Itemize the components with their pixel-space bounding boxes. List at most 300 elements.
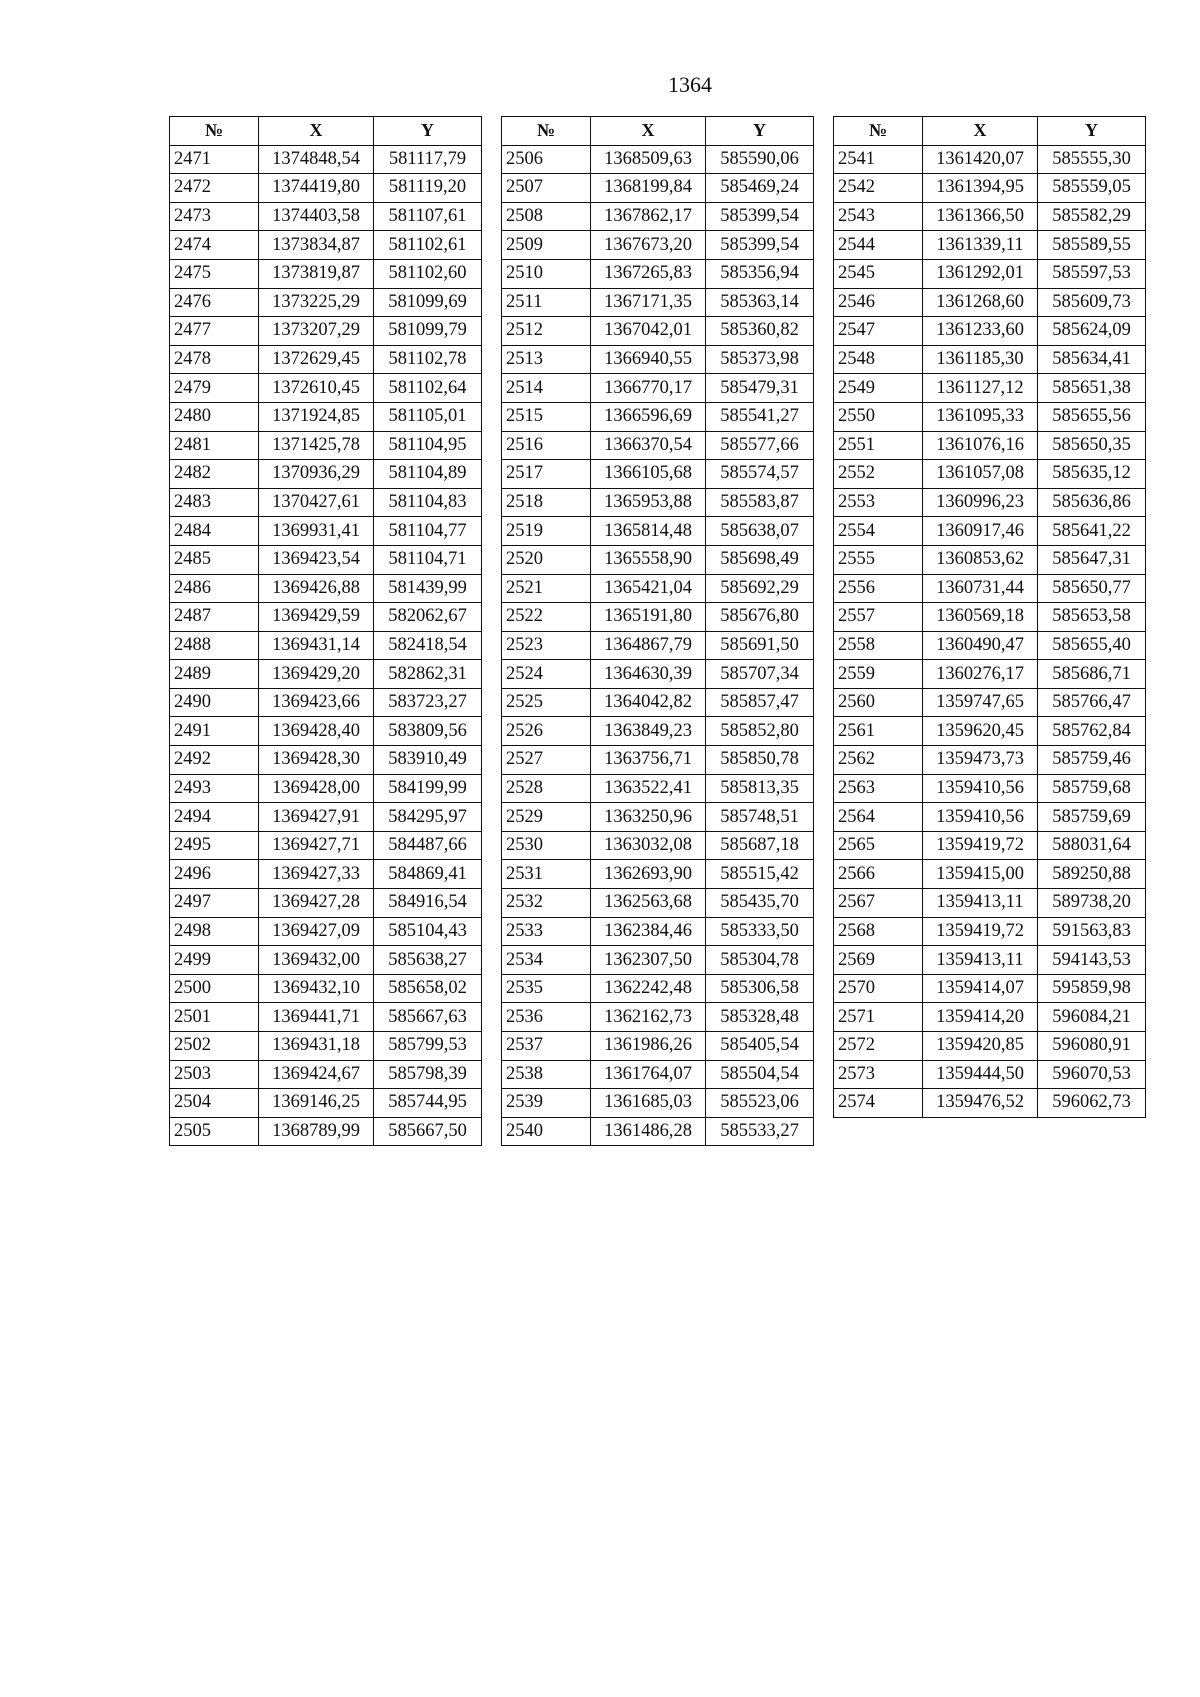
y-coordinate-cell: 585658,02 [374,974,482,1003]
y-coordinate-cell: 585655,56 [1038,402,1146,431]
x-coordinate-cell: 1366940,55 [591,345,706,374]
x-coordinate-cell: 1362242,48 [591,974,706,1003]
x-coordinate-cell: 1362563,68 [591,889,706,918]
point-number-cell: 2554 [834,517,923,546]
table-row [170,774,482,803]
x-coordinate-cell: 1361685,03 [591,1089,706,1118]
y-coordinate-cell: 585852,80 [706,717,814,746]
x-coordinate-cell: 1360276,17 [923,660,1038,689]
y-coordinate-cell: 581439,99 [374,574,482,603]
x-coordinate-cell: 1369426,88 [259,574,374,603]
table-row [834,488,1146,517]
point-number-cell: 2549 [834,374,923,403]
y-coordinate-cell: 585636,86 [1038,488,1146,517]
table-row [502,1117,814,1146]
point-number-cell: 2530 [502,831,591,860]
x-coordinate-cell: 1366370,54 [591,431,706,460]
y-coordinate-cell: 585559,05 [1038,174,1146,203]
y-coordinate-cell: 585333,50 [706,917,814,946]
y-coordinate-cell: 585691,50 [706,631,814,660]
y-coordinate-cell: 589250,88 [1038,860,1146,889]
point-number-cell: 2555 [834,545,923,574]
y-coordinate-cell: 585328,48 [706,1003,814,1032]
x-coordinate-cell: 1360996,23 [923,488,1038,517]
y-coordinate-cell: 585676,80 [706,603,814,632]
x-coordinate-cell: 1361095,33 [923,402,1038,431]
table-row [502,259,814,288]
x-coordinate-cell: 1369427,28 [259,889,374,918]
table-row [170,488,482,517]
table-row [834,889,1146,918]
y-coordinate-cell: 581105,01 [374,402,482,431]
y-coordinate-cell: 585638,27 [374,946,482,975]
table-row [502,860,814,889]
x-coordinate-cell: 1369427,71 [259,831,374,860]
y-coordinate-cell: 581117,79 [374,145,482,174]
y-coordinate-cell: 585399,54 [706,202,814,231]
table-row [834,202,1146,231]
x-coordinate-cell: 1365814,48 [591,517,706,546]
x-coordinate-cell: 1361127,12 [923,374,1038,403]
x-coordinate-cell: 1369441,71 [259,1003,374,1032]
x-coordinate-cell: 1369432,10 [259,974,374,1003]
y-coordinate-cell: 588031,64 [1038,831,1146,860]
point-number-cell: 2566 [834,860,923,889]
x-coordinate-cell: 1363032,08 [591,831,706,860]
table-row [170,1117,482,1146]
point-number-cell: 2523 [502,631,591,660]
y-coordinate-cell: 585306,58 [706,974,814,1003]
point-number-cell: 2522 [502,603,591,632]
table-row [502,574,814,603]
point-number-cell: 2541 [834,145,923,174]
table-row [502,231,814,260]
point-number-cell: 2506 [502,145,591,174]
point-number-cell: 2556 [834,574,923,603]
y-coordinate-cell: 585304,78 [706,946,814,975]
x-coordinate-cell: 1369931,41 [259,517,374,546]
x-coordinate-cell: 1364630,39 [591,660,706,689]
point-number-cell: 2557 [834,603,923,632]
table-row [502,774,814,803]
x-coordinate-cell: 1366105,68 [591,460,706,489]
table-row [170,860,482,889]
table-row [170,603,482,632]
y-coordinate-cell: 585650,35 [1038,431,1146,460]
point-number-cell: 2477 [170,317,259,346]
y-coordinate-cell: 585799,53 [374,1032,482,1061]
point-number-cell: 2527 [502,746,591,775]
table-row [834,174,1146,203]
y-coordinate-cell: 585667,63 [374,1003,482,1032]
y-coordinate-cell: 585748,51 [706,803,814,832]
y-coordinate-cell: 585634,41 [1038,345,1146,374]
y-coordinate-cell: 585635,12 [1038,460,1146,489]
table-header-row [502,117,814,146]
x-coordinate-cell: 1369427,91 [259,803,374,832]
coordinates-table-1 [169,116,482,1146]
table-row [170,374,482,403]
table-row [502,631,814,660]
table-row [834,374,1146,403]
table-row [834,631,1146,660]
y-coordinate-cell: 585555,30 [1038,145,1146,174]
point-number-cell: 2508 [502,202,591,231]
x-coordinate-cell: 1361420,07 [923,145,1038,174]
x-coordinate-cell: 1359414,20 [923,1003,1038,1032]
point-number-cell: 2569 [834,946,923,975]
y-coordinate-cell: 585373,98 [706,345,814,374]
point-number-cell: 2499 [170,946,259,975]
x-coordinate-cell: 1363756,71 [591,746,706,775]
y-coordinate-cell: 585541,27 [706,402,814,431]
table-row [502,317,814,346]
table-row [502,202,814,231]
x-coordinate-cell: 1365558,90 [591,545,706,574]
y-coordinate-cell: 585687,18 [706,831,814,860]
table-row [170,1089,482,1118]
table-row [502,746,814,775]
table-row [834,1060,1146,1089]
y-coordinate-cell: 585360,82 [706,317,814,346]
x-coordinate-cell: 1360569,18 [923,603,1038,632]
column-header-no: № [170,117,259,146]
point-number-cell: 2475 [170,259,259,288]
y-coordinate-cell: 585647,31 [1038,545,1146,574]
y-coordinate-cell: 589738,20 [1038,889,1146,918]
point-number-cell: 2546 [834,288,923,317]
point-number-cell: 2484 [170,517,259,546]
table-row [170,431,482,460]
point-number-cell: 2492 [170,746,259,775]
point-number-cell: 2565 [834,831,923,860]
x-coordinate-cell: 1360490,47 [923,631,1038,660]
y-coordinate-cell: 585798,39 [374,1060,482,1089]
table-row [502,603,814,632]
y-coordinate-cell: 585515,42 [706,860,814,889]
x-coordinate-cell: 1368789,99 [259,1117,374,1146]
table-row [170,917,482,946]
x-coordinate-cell: 1360917,46 [923,517,1038,546]
x-coordinate-cell: 1363522,41 [591,774,706,803]
table-row [170,946,482,975]
y-coordinate-cell: 585698,49 [706,545,814,574]
table-row [170,402,482,431]
x-coordinate-cell: 1364867,79 [591,631,706,660]
x-coordinate-cell: 1363849,23 [591,717,706,746]
y-coordinate-cell: 596070,53 [1038,1060,1146,1089]
table-row [170,174,482,203]
x-coordinate-cell: 1359413,11 [923,946,1038,975]
point-number-cell: 2534 [502,946,591,975]
x-coordinate-cell: 1368509,63 [591,145,706,174]
point-number-cell: 2515 [502,402,591,431]
y-coordinate-cell: 583809,56 [374,717,482,746]
table-row [834,517,1146,546]
x-coordinate-cell: 1367171,35 [591,288,706,317]
x-coordinate-cell: 1361185,30 [923,345,1038,374]
y-coordinate-cell: 585759,46 [1038,746,1146,775]
y-coordinate-cell: 585759,68 [1038,774,1146,803]
x-coordinate-cell: 1362162,73 [591,1003,706,1032]
table-row [502,831,814,860]
point-number-cell: 2505 [170,1117,259,1146]
table-row [834,746,1146,775]
point-number-cell: 2568 [834,917,923,946]
table-row [834,574,1146,603]
x-coordinate-cell: 1370936,29 [259,460,374,489]
table-row [170,1003,482,1032]
table-row [170,345,482,374]
x-coordinate-cell: 1374419,80 [259,174,374,203]
point-number-cell: 2524 [502,660,591,689]
point-number-cell: 2572 [834,1032,923,1061]
column-header-y: Y [1038,117,1146,146]
y-coordinate-cell: 585692,29 [706,574,814,603]
x-coordinate-cell: 1369428,00 [259,774,374,803]
table-row [502,288,814,317]
point-number-cell: 2491 [170,717,259,746]
point-number-cell: 2478 [170,345,259,374]
table-row [502,803,814,832]
point-number-cell: 2550 [834,402,923,431]
point-number-cell: 2547 [834,317,923,346]
x-coordinate-cell: 1359419,72 [923,831,1038,860]
point-number-cell: 2537 [502,1032,591,1061]
y-coordinate-cell: 585650,77 [1038,574,1146,603]
y-coordinate-cell: 584869,41 [374,860,482,889]
y-coordinate-cell: 585857,47 [706,688,814,717]
table-row [834,145,1146,174]
table-row [502,402,814,431]
page-number: 1364 [668,72,712,97]
point-number-cell: 2544 [834,231,923,260]
table-row [170,1032,482,1061]
x-coordinate-cell: 1369428,40 [259,717,374,746]
y-coordinate-cell: 594143,53 [1038,946,1146,975]
x-coordinate-cell: 1369424,67 [259,1060,374,1089]
y-coordinate-cell: 585641,22 [1038,517,1146,546]
y-coordinate-cell: 585399,54 [706,231,814,260]
point-number-cell: 2563 [834,774,923,803]
point-number-cell: 2516 [502,431,591,460]
y-coordinate-cell: 585667,50 [374,1117,482,1146]
table-row [834,774,1146,803]
y-coordinate-cell: 585104,43 [374,917,482,946]
table-row [502,917,814,946]
table-row [170,317,482,346]
point-number-cell: 2496 [170,860,259,889]
point-number-cell: 2561 [834,717,923,746]
point-number-cell: 2502 [170,1032,259,1061]
x-coordinate-cell: 1361268,60 [923,288,1038,317]
x-coordinate-cell: 1368199,84 [591,174,706,203]
point-number-cell: 2487 [170,603,259,632]
x-coordinate-cell: 1359419,72 [923,917,1038,946]
table-row [834,317,1146,346]
y-coordinate-cell: 581104,89 [374,460,482,489]
y-coordinate-cell: 582862,31 [374,660,482,689]
y-coordinate-cell: 596084,21 [1038,1003,1146,1032]
column-header-x: X [591,117,706,146]
table-row [834,1003,1146,1032]
x-coordinate-cell: 1372610,45 [259,374,374,403]
x-coordinate-cell: 1359420,85 [923,1032,1038,1061]
x-coordinate-cell: 1369429,59 [259,603,374,632]
table-row [170,517,482,546]
x-coordinate-cell: 1359410,56 [923,774,1038,803]
table-row [502,460,814,489]
y-coordinate-cell: 585469,24 [706,174,814,203]
table-row [502,1032,814,1061]
table-row [834,946,1146,975]
point-number-cell: 2498 [170,917,259,946]
point-number-cell: 2495 [170,831,259,860]
x-coordinate-cell: 1373225,29 [259,288,374,317]
x-coordinate-cell: 1374403,58 [259,202,374,231]
point-number-cell: 2482 [170,460,259,489]
x-coordinate-cell: 1369427,09 [259,917,374,946]
table-row [502,1060,814,1089]
point-number-cell: 2559 [834,660,923,689]
y-coordinate-cell: 585655,40 [1038,631,1146,660]
x-coordinate-cell: 1361366,50 [923,202,1038,231]
point-number-cell: 2552 [834,460,923,489]
x-coordinate-cell: 1369429,20 [259,660,374,689]
y-coordinate-cell: 582062,67 [374,603,482,632]
y-coordinate-cell: 596080,91 [1038,1032,1146,1061]
table-row [170,631,482,660]
table-row [834,717,1146,746]
point-number-cell: 2513 [502,345,591,374]
point-number-cell: 2509 [502,231,591,260]
point-number-cell: 2543 [834,202,923,231]
y-coordinate-cell: 585533,27 [706,1117,814,1146]
point-number-cell: 2564 [834,803,923,832]
x-coordinate-cell: 1363250,96 [591,803,706,832]
table-row [502,174,814,203]
y-coordinate-cell: 585590,06 [706,145,814,174]
table-row [170,717,482,746]
column-header-x: X [259,117,374,146]
point-number-cell: 2481 [170,431,259,460]
x-coordinate-cell: 1359747,65 [923,688,1038,717]
y-coordinate-cell: 581104,83 [374,488,482,517]
table-row [502,1089,814,1118]
point-number-cell: 2533 [502,917,591,946]
y-coordinate-cell: 584199,99 [374,774,482,803]
x-coordinate-cell: 1361233,60 [923,317,1038,346]
y-coordinate-cell: 585504,54 [706,1060,814,1089]
x-coordinate-cell: 1369432,00 [259,946,374,975]
x-coordinate-cell: 1371425,78 [259,431,374,460]
y-coordinate-cell: 591563,83 [1038,917,1146,946]
x-coordinate-cell: 1361394,95 [923,174,1038,203]
x-coordinate-cell: 1369428,30 [259,746,374,775]
table-row [170,803,482,832]
table-row [834,288,1146,317]
x-coordinate-cell: 1361986,26 [591,1032,706,1061]
x-coordinate-cell: 1359473,73 [923,746,1038,775]
x-coordinate-cell: 1359414,07 [923,974,1038,1003]
point-number-cell: 2489 [170,660,259,689]
table-row [170,574,482,603]
x-coordinate-cell: 1373207,29 [259,317,374,346]
x-coordinate-cell: 1361486,28 [591,1117,706,1146]
x-coordinate-cell: 1365421,04 [591,574,706,603]
point-number-cell: 2526 [502,717,591,746]
coordinates-table-2 [501,116,814,1146]
column-header-y: Y [706,117,814,146]
column-header-y: Y [374,117,482,146]
y-coordinate-cell: 585759,69 [1038,803,1146,832]
table-row [502,974,814,1003]
table-row [502,488,814,517]
y-coordinate-cell: 585582,29 [1038,202,1146,231]
y-coordinate-cell: 581102,60 [374,259,482,288]
point-number-cell: 2540 [502,1117,591,1146]
x-coordinate-cell: 1359413,11 [923,889,1038,918]
point-number-cell: 2520 [502,545,591,574]
table-row [170,545,482,574]
point-number-cell: 2525 [502,688,591,717]
x-coordinate-cell: 1361292,01 [923,259,1038,288]
point-number-cell: 2479 [170,374,259,403]
point-number-cell: 2514 [502,374,591,403]
x-coordinate-cell: 1367862,17 [591,202,706,231]
table-row [834,660,1146,689]
y-coordinate-cell: 584295,97 [374,803,482,832]
y-coordinate-cell: 582418,54 [374,631,482,660]
point-number-cell: 2545 [834,259,923,288]
point-number-cell: 2531 [502,860,591,889]
x-coordinate-cell: 1364042,82 [591,688,706,717]
y-coordinate-cell: 585624,09 [1038,317,1146,346]
x-coordinate-cell: 1367673,20 [591,231,706,260]
table-row [502,374,814,403]
y-coordinate-cell: 585850,78 [706,746,814,775]
x-coordinate-cell: 1366596,69 [591,402,706,431]
x-coordinate-cell: 1369146,25 [259,1089,374,1118]
y-coordinate-cell: 584487,66 [374,831,482,860]
point-number-cell: 2536 [502,1003,591,1032]
y-coordinate-cell: 581104,95 [374,431,482,460]
point-number-cell: 2497 [170,889,259,918]
table-row [170,660,482,689]
x-coordinate-cell: 1373819,87 [259,259,374,288]
point-number-cell: 2528 [502,774,591,803]
table-row [834,917,1146,946]
point-number-cell: 2503 [170,1060,259,1089]
y-coordinate-cell: 585589,55 [1038,231,1146,260]
table-row [834,688,1146,717]
x-coordinate-cell: 1361076,16 [923,431,1038,460]
y-coordinate-cell: 581102,64 [374,374,482,403]
y-coordinate-cell: 585609,73 [1038,288,1146,317]
point-number-cell: 2548 [834,345,923,374]
x-coordinate-cell: 1366770,17 [591,374,706,403]
table-header-row [834,117,1146,146]
x-coordinate-cell: 1372629,45 [259,345,374,374]
y-coordinate-cell: 595859,98 [1038,974,1146,1003]
x-coordinate-cell: 1367042,01 [591,317,706,346]
table-row [502,1003,814,1032]
x-coordinate-cell: 1374848,54 [259,145,374,174]
point-number-cell: 2474 [170,231,259,260]
x-coordinate-cell: 1359415,00 [923,860,1038,889]
y-coordinate-cell: 581099,79 [374,317,482,346]
point-number-cell: 2562 [834,746,923,775]
